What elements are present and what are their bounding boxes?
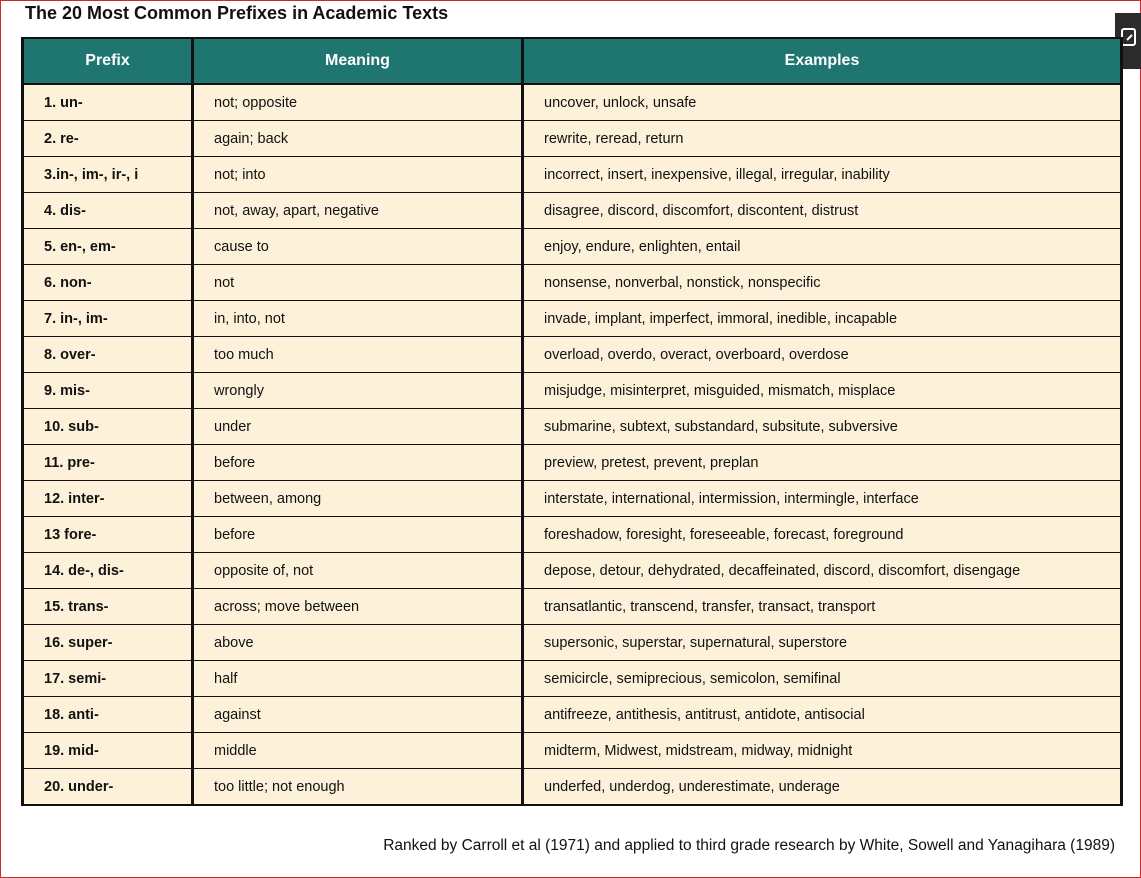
- examples-cell: disagree, discord, discomfort, discontent, distrust: [523, 193, 1122, 229]
- examples-cell: preview, pretest, prevent, preplan: [523, 445, 1122, 481]
- meaning-cell: before: [193, 445, 523, 481]
- prefix-cell: 3.in-, im-, ir-, i: [23, 157, 193, 193]
- table-row: [23, 517, 1122, 553]
- meaning-cell: wrongly: [193, 373, 523, 409]
- prefix-cell: 18. anti-: [23, 697, 193, 733]
- meaning-cell: not: [193, 265, 523, 301]
- expand-icon: [1121, 28, 1137, 46]
- prefix-cell: 5. en-, em-: [23, 229, 193, 265]
- table-row: [23, 337, 1122, 373]
- table-row: [23, 373, 1122, 409]
- meaning-cell: again; back: [193, 121, 523, 157]
- meaning-cell: not; into: [193, 157, 523, 193]
- prefix-cell: 16. super-: [23, 625, 193, 661]
- prefix-cell: 1. un-: [23, 84, 193, 121]
- examples-cell: incorrect, insert, inexpensive, illegal, irregular, inability: [523, 157, 1122, 193]
- prefix-table: [21, 37, 1123, 806]
- table-row: [23, 157, 1122, 193]
- examples-cell: underfed, underdog, underestimate, underage: [523, 769, 1122, 806]
- examples-cell: uncover, unlock, unsafe: [523, 84, 1122, 121]
- prefix-cell: 7. in-, im-: [23, 301, 193, 337]
- examples-cell: overload, overdo, overact, overboard, overdose: [523, 337, 1122, 373]
- table-row: [23, 193, 1122, 229]
- table-row: [23, 229, 1122, 265]
- table-row: [23, 265, 1122, 301]
- table-row: [23, 769, 1122, 806]
- examples-cell: rewrite, reread, return: [523, 121, 1122, 157]
- meaning-cell: between, among: [193, 481, 523, 517]
- table-row: [23, 733, 1122, 769]
- prefix-cell: 10. sub-: [23, 409, 193, 445]
- meaning-cell: against: [193, 697, 523, 733]
- examples-cell: nonsense, nonverbal, nonstick, nonspecific: [523, 265, 1122, 301]
- examples-cell: misjudge, misinterpret, misguided, mismatch, misplace: [523, 373, 1122, 409]
- column-header-meaning: Meaning: [193, 38, 523, 84]
- examples-cell: semicircle, semiprecious, semicolon, semifinal: [523, 661, 1122, 697]
- prefix-cell: 2. re-: [23, 121, 193, 157]
- table-row: [23, 409, 1122, 445]
- page-title: The 20 Most Common Prefixes in Academic Texts: [25, 3, 449, 23]
- prefix-cell: 6. non-: [23, 265, 193, 301]
- meaning-cell: across; move between: [193, 589, 523, 625]
- meaning-cell: too much: [193, 337, 523, 373]
- meaning-cell: too little; not enough: [193, 769, 523, 806]
- source-footnote: Ranked by Carroll et al (1971) and applied to third grade research by White, Sowell and Yanagihara (1989): [383, 837, 1115, 854]
- prefix-cell: 17. semi-: [23, 661, 193, 697]
- examples-cell: submarine, subtext, substandard, subsitute, subversive: [523, 409, 1122, 445]
- prefix-cell: 15. trans-: [23, 589, 193, 625]
- column-header-examples: Examples: [523, 38, 1122, 84]
- table-row: [23, 553, 1122, 589]
- examples-cell: antifreeze, antithesis, antitrust, antidote, antisocial: [523, 697, 1122, 733]
- table-row: [23, 481, 1122, 517]
- examples-cell: foreshadow, foresight, foreseeable, forecast, foreground: [523, 517, 1122, 553]
- prefix-cell: 14. de-, dis-: [23, 553, 193, 589]
- prefix-cell: 11. pre-: [23, 445, 193, 481]
- table-row: [23, 697, 1122, 733]
- column-header-prefix: Prefix: [23, 38, 193, 84]
- table-row: [23, 301, 1122, 337]
- prefix-cell: 20. under-: [23, 769, 193, 806]
- prefix-cell: 8. over-: [23, 337, 193, 373]
- meaning-cell: above: [193, 625, 523, 661]
- table-row: [23, 445, 1122, 481]
- prefix-cell: 12. inter-: [23, 481, 193, 517]
- meaning-cell: not; opposite: [193, 84, 523, 121]
- meaning-cell: opposite of, not: [193, 553, 523, 589]
- examples-cell: depose, detour, dehydrated, decaffeinated, discord, discomfort, disengage: [523, 553, 1122, 589]
- table-row: [23, 589, 1122, 625]
- meaning-cell: before: [193, 517, 523, 553]
- examples-cell: invade, implant, imperfect, immoral, inedible, incapable: [523, 301, 1122, 337]
- prefix-cell: 9. mis-: [23, 373, 193, 409]
- prefix-cell: 4. dis-: [23, 193, 193, 229]
- meaning-cell: half: [193, 661, 523, 697]
- prefix-cell: 19. mid-: [23, 733, 193, 769]
- table-header-row: [23, 38, 1122, 84]
- meaning-cell: under: [193, 409, 523, 445]
- examples-cell: midterm, Midwest, midstream, midway, midnight: [523, 733, 1122, 769]
- meaning-cell: cause to: [193, 229, 523, 265]
- table-row: [23, 661, 1122, 697]
- table-row: [23, 84, 1122, 121]
- prefix-cell: 13 fore-: [23, 517, 193, 553]
- examples-cell: transatlantic, transcend, transfer, transact, transport: [523, 589, 1122, 625]
- table-row: [23, 121, 1122, 157]
- examples-cell: interstate, international, intermission, intermingle, interface: [523, 481, 1122, 517]
- meaning-cell: not, away, apart, negative: [193, 193, 523, 229]
- meaning-cell: middle: [193, 733, 523, 769]
- examples-cell: enjoy, endure, enlighten, entail: [523, 229, 1122, 265]
- examples-cell: supersonic, superstar, supernatural, superstore: [523, 625, 1122, 661]
- table-row: [23, 625, 1122, 661]
- meaning-cell: in, into, not: [193, 301, 523, 337]
